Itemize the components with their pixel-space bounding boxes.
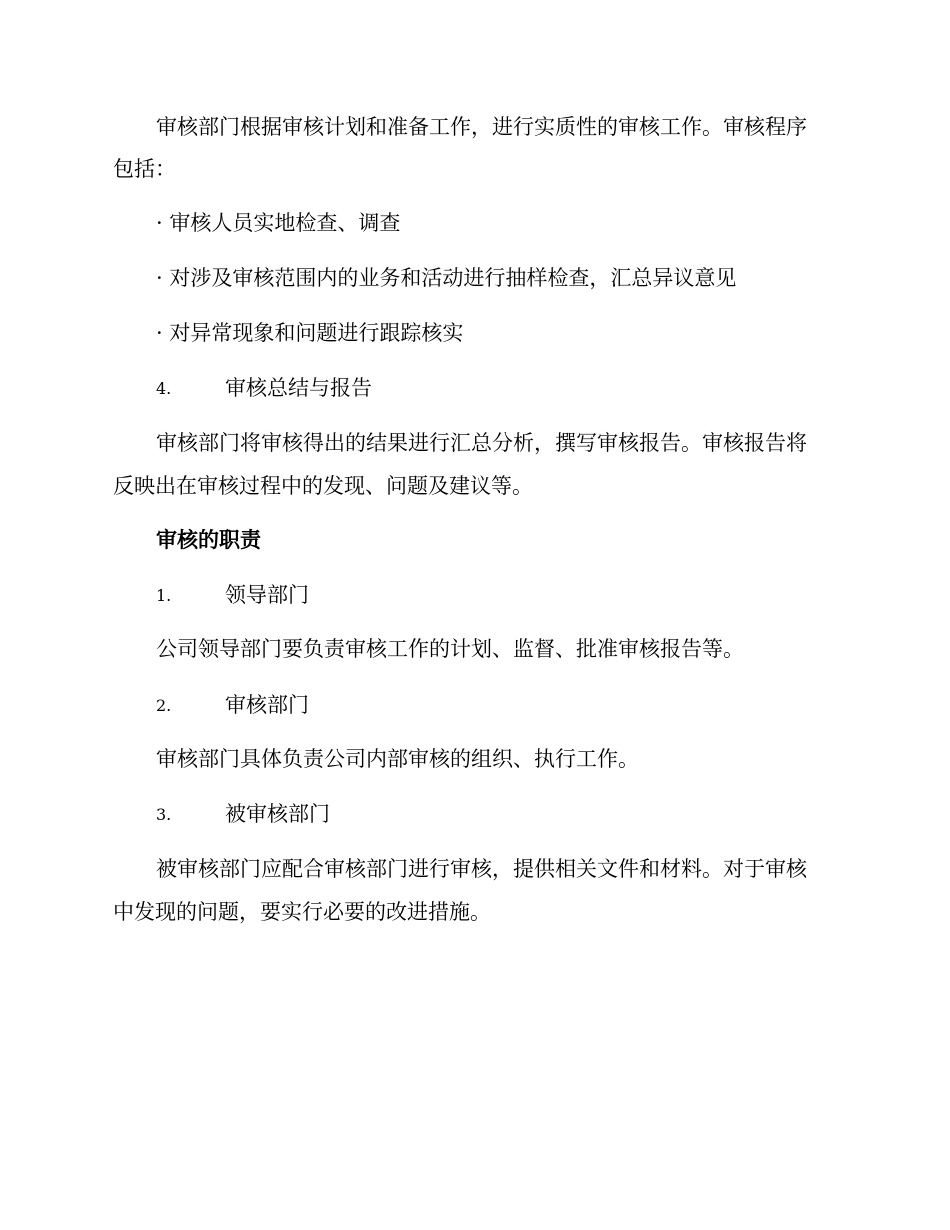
- list-number-1: 1.: [156, 586, 172, 605]
- section-heading: 审核的职责: [156, 527, 261, 552]
- role-title-audit-dept: 审核部门: [225, 693, 309, 717]
- role-desc-leadership: 公司领导部门要负责审核工作的计划、监督、批准审核报告等。: [156, 637, 744, 661]
- role-desc-audited-dept-line2: 中发现的问题，要实行必要的改进措施。: [113, 900, 491, 924]
- list-number-2: 2.: [156, 696, 172, 715]
- bullet-item: · 审核人员实地检查、调查: [156, 211, 401, 235]
- paragraph-procedure-line2: 包括：: [113, 157, 176, 181]
- paragraph-report-line2: 反映出在审核过程中的发现、问题及建议等。: [113, 474, 533, 498]
- bullet-item: · 对异常现象和问题进行跟踪核实: [156, 321, 464, 345]
- role-title-audited-dept: 被审核部门: [225, 802, 330, 826]
- list-number-3: 3.: [156, 805, 172, 824]
- list-number-4: 4.: [156, 379, 172, 398]
- paragraph-report-line1: 审核部门将审核得出的结果进行汇总分析，撰写审核报告。审核报告将: [156, 431, 807, 455]
- role-desc-audited-dept-line1: 被审核部门应配合审核部门进行审核，提供相关文件和材料。对于审核: [156, 857, 807, 881]
- paragraph-procedure-line1: 审核部门根据审核计划和准备工作，进行实质性的审核工作。审核程序: [156, 115, 807, 139]
- role-title-leadership: 领导部门: [225, 583, 309, 607]
- bullet-item: · 对涉及审核范围内的业务和活动进行抽样检查，汇总异议意见: [156, 266, 737, 290]
- subheading-summary-report: 审核总结与报告: [225, 376, 372, 400]
- role-desc-audit-dept: 审核部门具体负责公司内部审核的组织、执行工作。: [156, 747, 639, 771]
